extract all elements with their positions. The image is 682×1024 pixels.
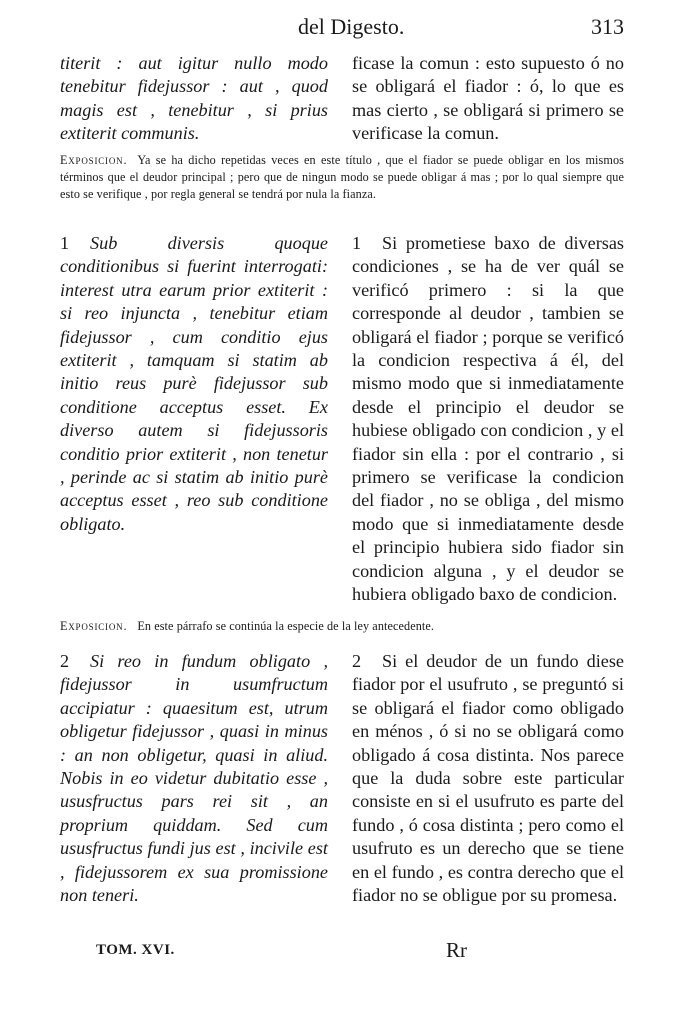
page-number: 313 bbox=[591, 14, 624, 39]
paragraph-1-spanish-text: Si prometiese baxo de diversas condiciones , se ha de ver quál se verificó primero : si la que corresponde al deudor , tambien se obligará el fiador ; porque se verificó la condicion respectiva á él, del mismo modo que si inmediatamente desde el principio el deudor se hubiese obligado con condicion , y el fiador sin ella : por el contrario , si primero se verificase la condicion del fiador , no se obliga , del mismo modo que si inmediatamente desde el principio hubiera sido fiador sin condicion alguna , y el deudor se hubiera obligado baxo de condicion. bbox=[352, 233, 624, 605]
exposicion-1-text: Ya se ha dicho repetidas veces en este título , que el fiador se puede obligar en los mismos términos que el deudor principal ; pero que de ningun modo se puede obligar á mas ; por lo qual siempre que esto se verifique , por regla general se tendrá por nula la fianza. bbox=[60, 153, 624, 201]
exposicion-1 bbox=[60, 152, 624, 203]
paragraph-2-spanish-text: Si el deudor de un fundo diese fiador por el usufruto , se preguntó si se obligará el fiador como obligado en ménos , ó si no se obligará como obligado á cosa distinta. Nos parece que la duda sobre este particular consiste en si el usufruto es parte del fundo , ó cosa distinta ; pero como el usufruto es un derecho que se tiene en el fundo , es contra derecho que el fiador no se obligue por su promesa. bbox=[352, 651, 624, 906]
paragraph-1-number-latin: 1 bbox=[60, 233, 70, 253]
top-spanish-text: ficase la comun : esto supuesto ó no se obligará el fiador : ó, lo que es mas cierto , se obligará si primero se verificase la comun. bbox=[352, 53, 624, 144]
running-title: del Digesto. bbox=[298, 14, 405, 39]
paragraph-1 bbox=[60, 232, 624, 610]
top-continuation bbox=[60, 52, 624, 142]
volume-label: TOM. XVI. bbox=[96, 942, 175, 958]
signature-mark: Rr bbox=[446, 938, 467, 962]
paragraph-2 bbox=[60, 650, 624, 940]
exposicion-2 bbox=[60, 618, 624, 635]
exposicion-2-text: En este párrafo se continúa la especie de la ley antecedente. bbox=[137, 619, 435, 633]
top-latin-text: titerit : aut igitur nullo modo tenebitur fidejussor : aut , quod magis est , tenebitur , si prius extiterit communis. bbox=[60, 53, 328, 144]
paragraph-2-latin-text: Si reo in fundum obligato , fidejussor in usumfructum accipiatur : quaesitum est, utrum obligetur fidejussor , quasi in minus : an non obligetur, quasi in aliud. Nobis in eo videtur dubitatio esse , ususfructus pars rei sit , an proprium quiddam. Sed cum ususfructus fundi jus est , incivile est , fidejussorem ex sua promissione non teneri. bbox=[60, 651, 328, 906]
paragraph-2-number-spanish: 2 bbox=[352, 651, 362, 671]
exposicion-1-label: Exposicion. bbox=[60, 153, 128, 167]
paragraph-2-latin bbox=[60, 650, 328, 907]
paragraph-1-latin-text: Sub diversis quoque conditionibus si fuerint interrogati: interest utra earum prior extiterit : si reo injuncta , tenebitur etiam fidejussor , cum conditio ejus extiterit , tamquam si statim ab initio reus purè fidejussor sub conditione acceptus esset. Ex diverso autem si fidejussoris conditio prior extiterit , non tenetur , perinde ac si statim ab initio purè acceptus esset , reo sub conditione obligato. bbox=[60, 233, 328, 534]
running-head bbox=[60, 14, 624, 44]
paragraph-1-latin bbox=[60, 232, 328, 536]
page-footer bbox=[60, 938, 624, 968]
paragraph-2-spanish bbox=[352, 650, 624, 907]
paragraph-2-number-latin: 2 bbox=[60, 651, 70, 671]
exposicion-2-label: Exposicion. bbox=[60, 619, 128, 633]
paragraph-1-number-spanish: 1 bbox=[352, 233, 362, 253]
paragraph-1-spanish bbox=[352, 232, 624, 607]
